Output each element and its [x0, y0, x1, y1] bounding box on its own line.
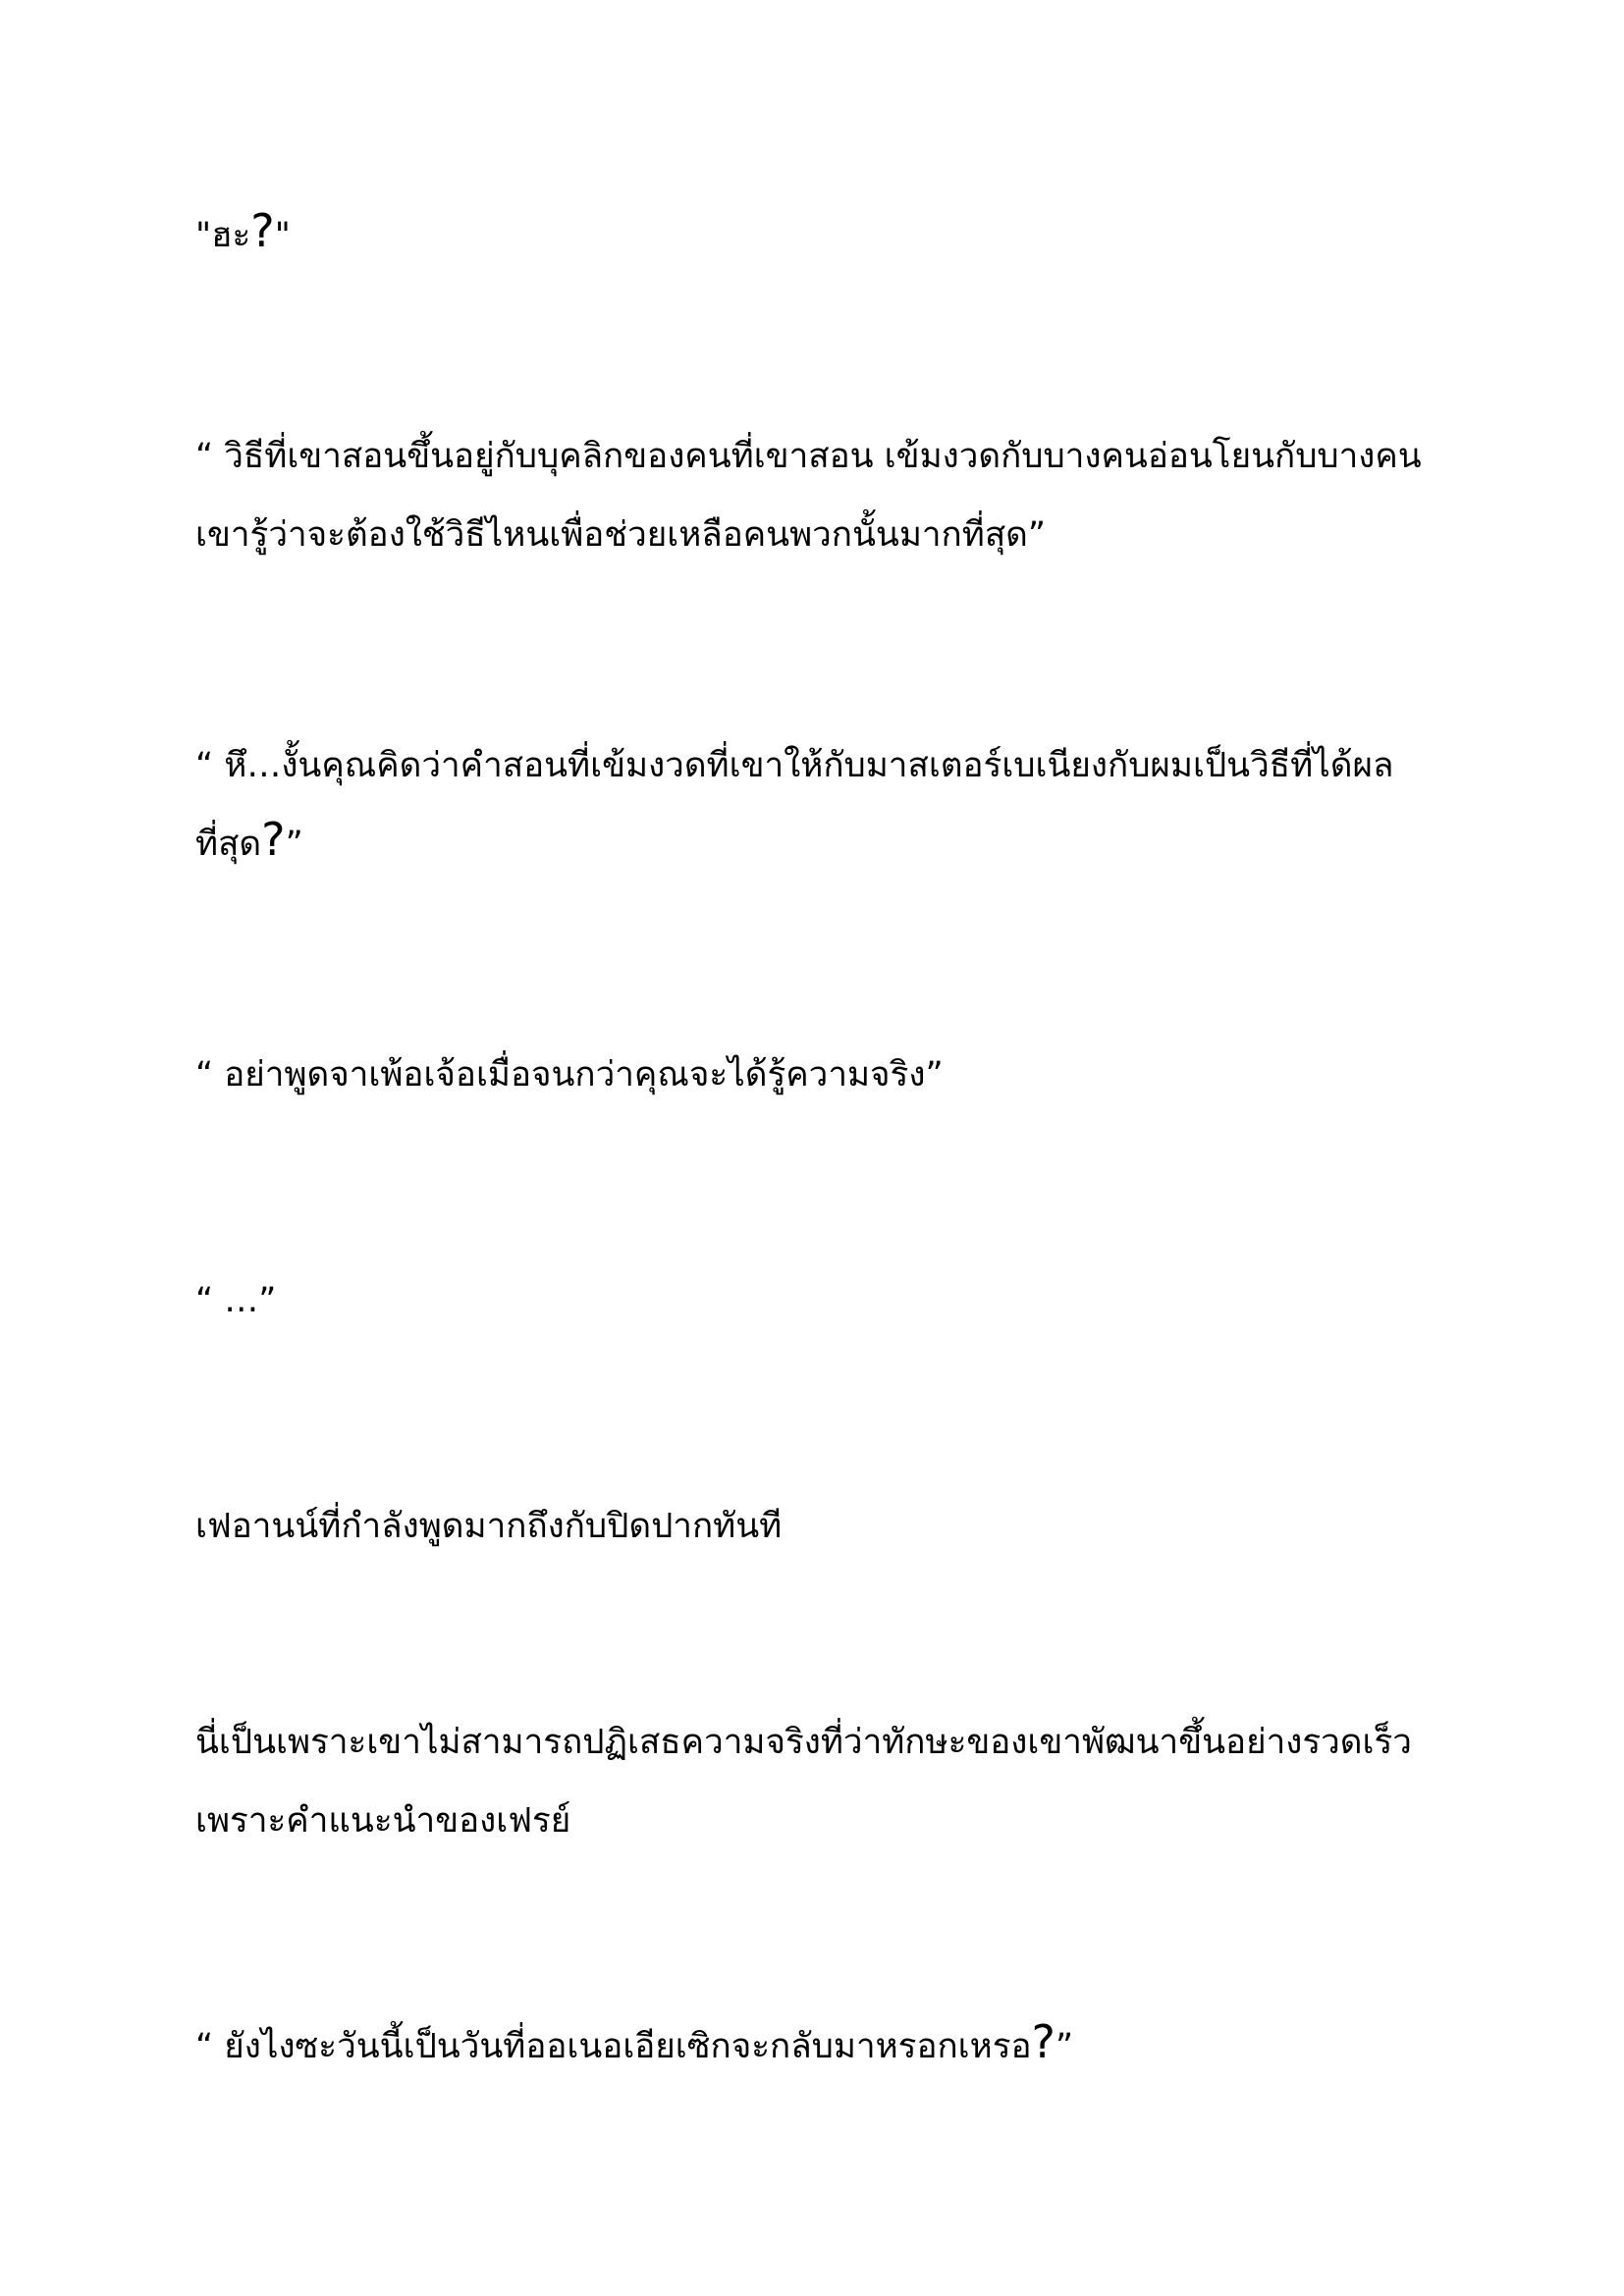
paragraph-text: "ฮะ?" [195, 204, 291, 257]
paragraph-7 [195, 1703, 1462, 1860]
paragraph-1 [195, 196, 1462, 275]
paragraph-line: นี่เป็นเพราะเขาไม่สามารถปฏิเสธความจริงที่ว่าทักษะของเขาพัฒนาขึ้นอย่างรวดเร็ว [195, 1723, 1412, 1762]
paragraph-text: “ …” [195, 1281, 277, 1320]
paragraph-line: เขารู้ว่าจะต้องใช้วิธีไหนเพื่อช่วยเหลือคนพวกนั้นมากที่สุด” [195, 515, 1047, 555]
paragraph-text: “ ยังไงซะวันนี้เป็นวันที่ออเนอเอียเซิกจะกลับมาหรอกเหรอ?” [195, 2015, 1074, 2068]
paragraph-text: “ อย่าพูดจาเพ้อเจ้อเมื่อจนกว่าคุณจะได้รู้ความจริง” [195, 1055, 944, 1095]
paragraph-4 [195, 1036, 1462, 1114]
paragraph-8 [195, 2007, 1462, 2086]
paragraph-line: ที่สุด?” [195, 813, 303, 866]
paragraph-line: “ หึ…งั้นคุณคิดว่าคำสอนที่เข้มงวดที่เขาให้กับมาสเตอร์เบเนียงกับผมเป็นวิธีที่ได้ผล [195, 746, 1394, 785]
paragraph-text: เฟอานน์ที่กำลังพูดมากถึงกับปิดปากทันที [195, 1507, 783, 1546]
paragraph-3 [195, 726, 1462, 883]
paragraph-line: เพราะคำแนะนำของเฟรย์ [195, 1801, 571, 1841]
paragraph-6 [195, 1487, 1462, 1566]
paragraph-line: “ วิธีที่เขาสอนขึ้นอยู่กับบุคลิกของคนที่เขาสอน เข้มงวดกับบางคนอ่อนโยนกับบางคน [195, 437, 1422, 476]
paragraph-2 [195, 417, 1462, 574]
paragraph-5 [195, 1261, 1462, 1340]
